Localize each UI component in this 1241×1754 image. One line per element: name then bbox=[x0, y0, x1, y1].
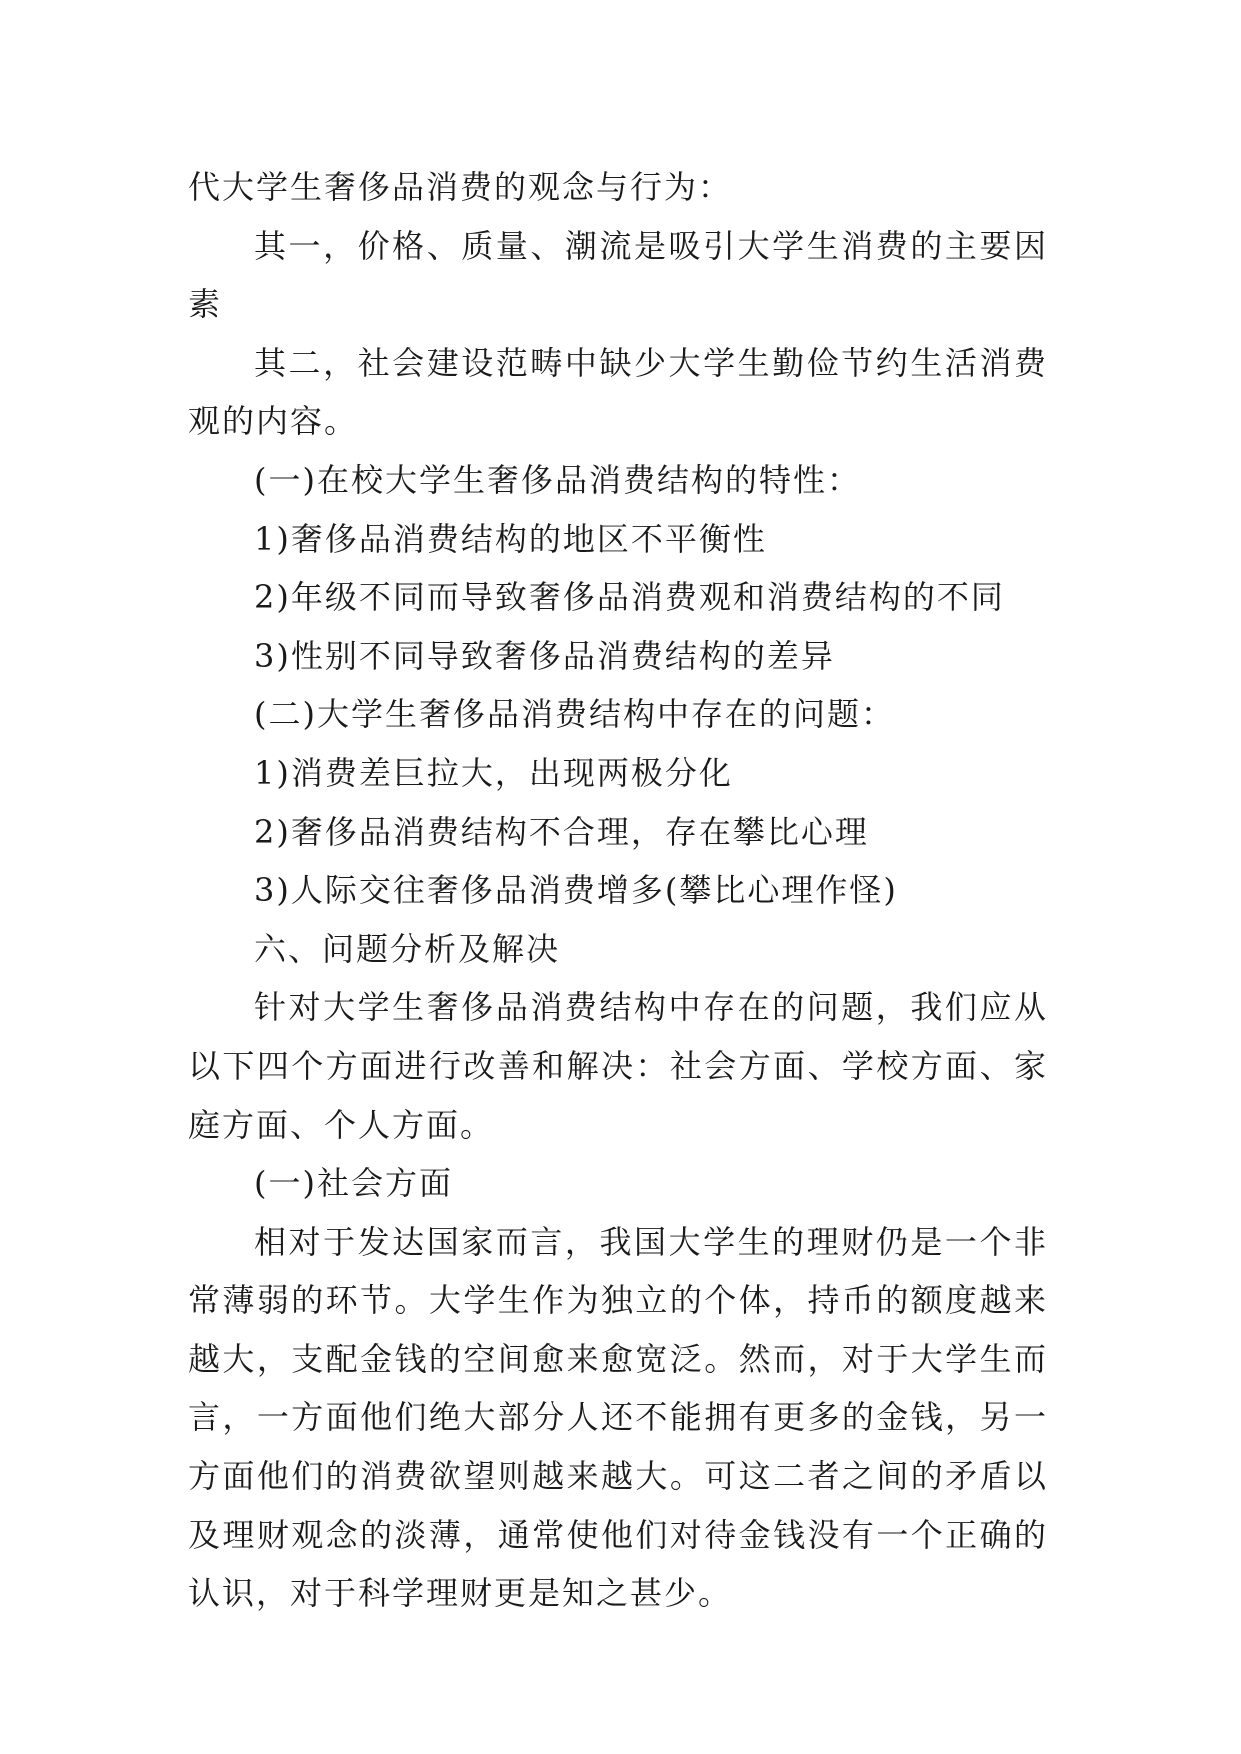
list-item: 1)消费差巨拉大，出现两极分化 bbox=[254, 753, 733, 792]
list-item: 2)奢侈品消费结构不合理，存在攀比心理 bbox=[254, 812, 869, 851]
document-body bbox=[188, 158, 1048, 1623]
list-item: 3)性别不同导致奢侈品消费结构的差异 bbox=[254, 636, 835, 675]
list-item: 2)年级不同而导致奢侈品消费观和消费结构的不同 bbox=[254, 578, 1005, 617]
section-heading-society: (一)社会方面 bbox=[254, 1164, 453, 1203]
list-item: 1)奢侈品消费结构的地区不平衡性 bbox=[254, 519, 767, 558]
paragraph-point-two: 其二，社会建设范畴中缺少大学生勤俭节约生活消费观的内容。 bbox=[188, 343, 1048, 441]
section-heading-characteristics: (一)在校大学生奢侈品消费结构的特性： bbox=[254, 460, 861, 499]
list-item: 3)人际交往奢侈品消费增多(攀比心理作怪) bbox=[254, 871, 898, 910]
section-heading-problems: (二)大学生奢侈品消费结构中存在的问题： bbox=[254, 695, 895, 734]
paragraph-intro-solutions: 针对大学生奢侈品消费结构中存在的问题，我们应从以下四个方面进行改善和解决：社会方面、学校方面、家庭方面、个人方面。 bbox=[188, 988, 1048, 1144]
paragraph-point-one: 其一，价格、质量、潮流是吸引大学生消费的主要因素 bbox=[188, 226, 1048, 324]
paragraph-continuation: 代大学生奢侈品消费的观念与行为： bbox=[188, 168, 733, 206]
chapter-heading: 六、问题分析及解决 bbox=[254, 929, 561, 968]
paragraph-body: 相对于发达国家而言，我国大学生的理财仍是一个非常薄弱的环节。大学生作为独立的个体，持币的额度越来越大，支配金钱的空间愈来愈宽泛。然而，对于大学生而言，一方面他们绝大部分人还不能拥有更多的金钱，另一方面他们的消费欲望则越来越大。可这二者之间的矛盾以及理财观念的淡薄，通常使他们对待金钱没有一个正确的认识，对于科学理财更是知之甚少。 bbox=[188, 1222, 1048, 1613]
